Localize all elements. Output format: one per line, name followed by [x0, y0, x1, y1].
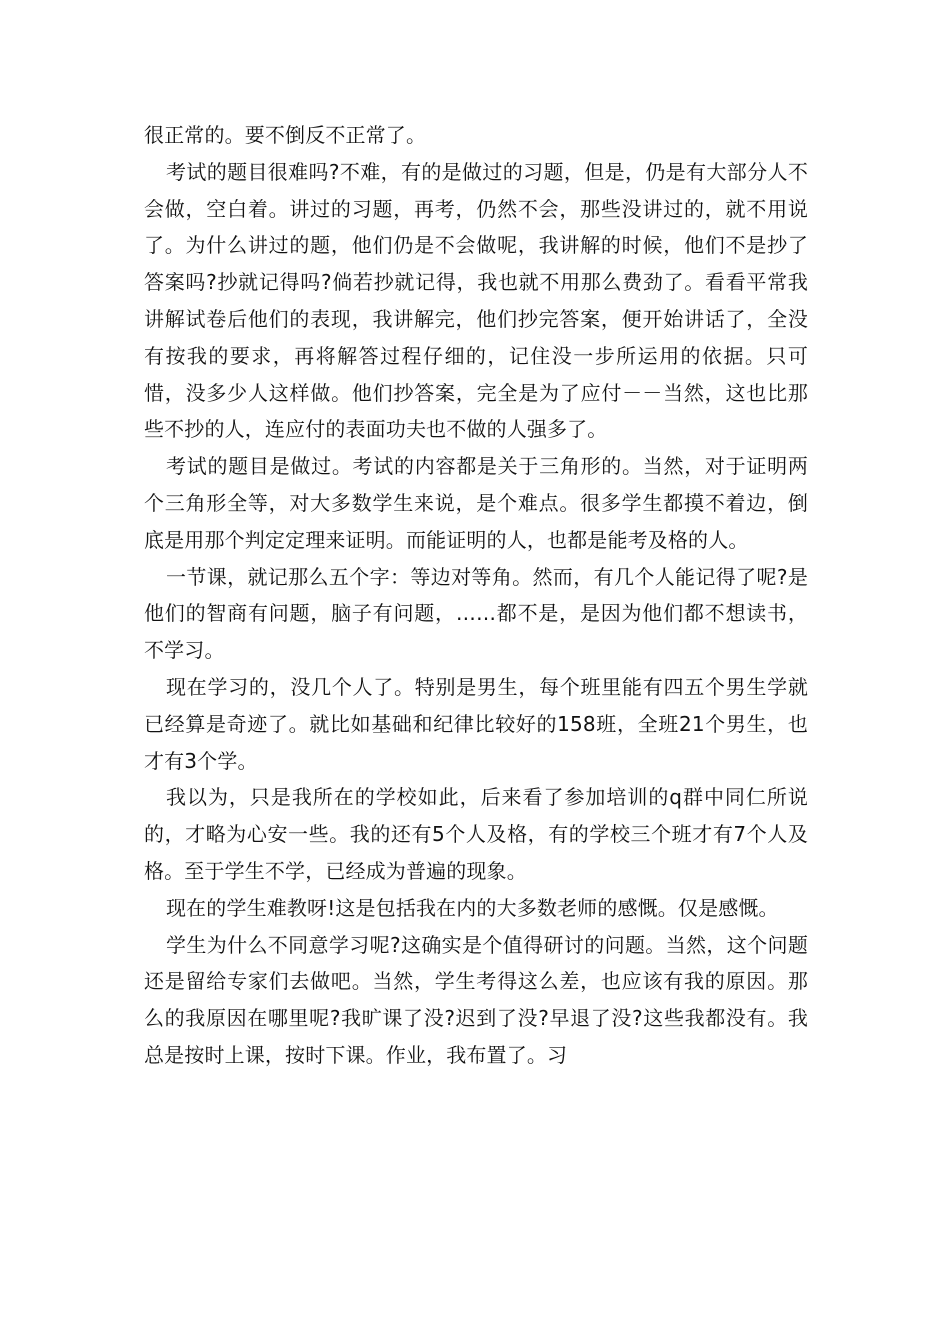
paragraph-7: 现在的学生难教呀!这是包括我在内的大多数老师的感慨。仅是感慨。 — [166, 895, 779, 920]
paragraph-6: 我以为，只是我所在的学校如此，后来看了参加培训的q群中同仁所说的，才略为心安一些。我的还有5个人及格，有的学校三个班才有7个人及格。至于学生不学，已经成为普遍的现象。 — [144, 785, 808, 883]
paragraph-4: 一节课，就记那么五个字：等边对等角。然而，有几个人能记得了呢?是他们的智商有问题，脑子有问题，……都不是，是因为他们都不想读书，不学习。 — [144, 564, 808, 663]
paragraph-8: 学生为什么不同意学习呢?这确实是个值得研讨的问题。当然，这个问题还是留给专家们去做吧。当然，学生考得这么差，也应该有我的原因。那么的我原因在哪里呢?我旷课了没?迟到了没?早退了没?这些我都没有。我总是按时上课，按时下课。作业，我布置了。习 — [144, 932, 808, 1067]
paragraph-2: 考试的题目很难吗?不难，有的是做过的习题，但是，仍是有大部分人不会做，空白着。讲过的习题，再考，仍然不会，那些没讲过的，就不用说了。为什么讲过的题，他们仍是不会做呢，我讲解的时候，他们不是抄了答案吗?抄就记得吗?倘若抄就记得，我也就不用那么费劲了。看看平常我讲解试卷后他们的表现，我讲解完，他们抄完答案，便开始讲话了，全没有按我的要求，再将解答过程仔细的，记住没一步所运用的依据。只可惜，没多少人这样做。他们抄答案，完全是为了应付－－当然，这也比那些不抄的人，连应付的表面功夫也不做的人强多了。 — [144, 159, 808, 442]
document-body — [144, 117, 808, 1074]
paragraph-1: 很正常的。要不倒反不正常了。 — [144, 123, 427, 147]
paragraph-5: 现在学习的，没几个人了。特别是男生，每个班里能有四五个男生学就已经算是奇迹了。就比如基础和纪律比较好的158班，全班21个男生，也才有3个学。 — [144, 674, 808, 773]
paragraph-3: 考试的题目是做过。考试的内容都是关于三角形的。当然，对于证明两个三角形全等，对大多数学生来说，是个难点。很多学生都摸不着边，倒底是用那个判定定理来证明。而能证明的人，也都是能考及格的人。 — [144, 454, 808, 552]
